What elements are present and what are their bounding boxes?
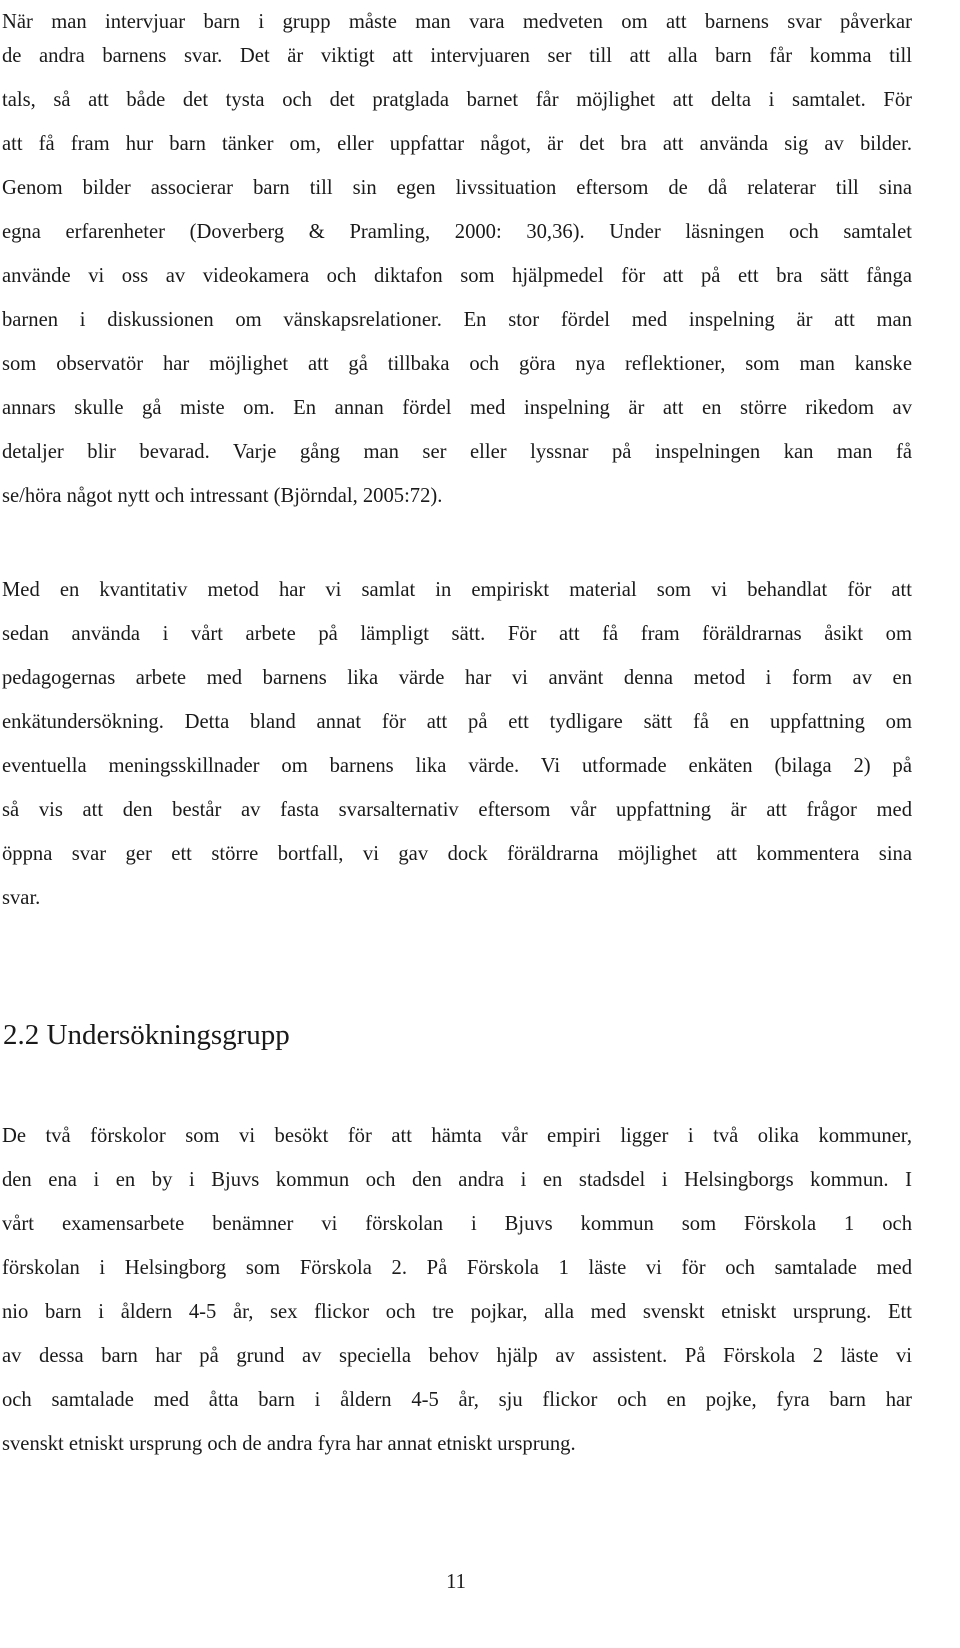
text-line: eventuella meningsskillnader om barnens lika värde. Vi utformade enkäten (bilaga 2) på [2,755,912,777]
text-line: nio barn i åldern 4-5 år, sex flickor och tre pojkar, alla med svenskt etniskt ursprung. Ett [2,1301,912,1323]
text-line: När man intervjuar barn i grupp måste man vara medveten om att barnens svar påverkar [2,11,912,33]
text-line: barnen i diskussionen om vänskapsrelationer. En stor fördel med inspelning är att man [2,309,912,331]
text-line: detaljer blir bevarad. Varje gång man ser eller lyssnar på inspelningen kan man få [2,441,912,463]
text-line: förskolan i Helsingborg som Förskola 2. På Förskola 1 läste vi för och samtalade med [2,1257,912,1279]
text-line: använde vi oss av videokamera och diktafon som hjälpmedel för att på ett bra sätt fånga [2,265,912,287]
text-line: Genom bilder associerar barn till sin egen livssituation eftersom de då relaterar till sina [2,177,912,199]
text-line: enkätundersökning. Detta bland annat för att på ett tydligare sätt få en uppfattning om [2,711,912,733]
text-line: pedagogernas arbete med barnens lika värde har vi använt denna metod i form av en [2,667,912,689]
text-line: De två förskolor som vi besökt för att hämta vår empiri ligger i två olika kommuner, [2,1125,912,1147]
text-line: se/höra något nytt och intressant (Björndal, 2005:72). [2,485,443,507]
text-line: av dessa barn har på grund av speciella behov hjälp av assistent. På Förskola 2 läste vi [2,1345,912,1367]
text-line: annars skulle gå miste om. En annan fördel med inspelning är att en större rikedom av [2,397,912,419]
page-number: 11 [446,1571,466,1593]
section-heading: 2.2 Undersökningsgrupp [3,1019,290,1051]
text-line: egna erfarenheter (Doverberg & Pramling, 2000: 30,36). Under läsningen och samtalet [2,221,912,243]
text-line: svenskt etniskt ursprung och de andra fyra har annat etniskt ursprung. [2,1433,576,1455]
text-line: de andra barnens svar. Det är viktigt att intervjuaren ser till att alla barn får komma till [2,45,912,67]
text-line: svar. [2,887,41,909]
text-line: vårt examensarbete benämner vi förskolan i Bjuvs kommun som Förskola 1 och [2,1213,912,1235]
text-line: sedan använda i vårt arbete på lämpligt sätt. För att få fram föräldrarnas åsikt om [2,623,912,645]
text-line: som observatör har möjlighet att gå tillbaka och göra nya reflektioner, som man kanske [2,353,912,375]
text-line: så vis att den består av fasta svarsalternativ eftersom vår uppfattning är att frågor med [2,799,912,821]
text-line: Med en kvantitativ metod har vi samlat in empiriskt material som vi behandlat för att [2,579,912,601]
text-line: och samtalade med åtta barn i åldern 4-5 år, sju flickor och en pojke, fyra barn har [2,1389,912,1411]
text-line: att få fram hur barn tänker om, eller uppfattar något, är det bra att använda sig av bilder. [2,133,912,155]
text-line: den ena i en by i Bjuvs kommun och den andra i en stadsdel i Helsingborgs kommun. I [2,1169,912,1191]
text-line: tals, så att både det tysta och det pratglada barnet får möjlighet att delta i samtalet. För [2,89,912,111]
text-line: öppna svar ger ett större bortfall, vi gav dock föräldrarna möjlighet att kommentera sina [2,843,912,865]
